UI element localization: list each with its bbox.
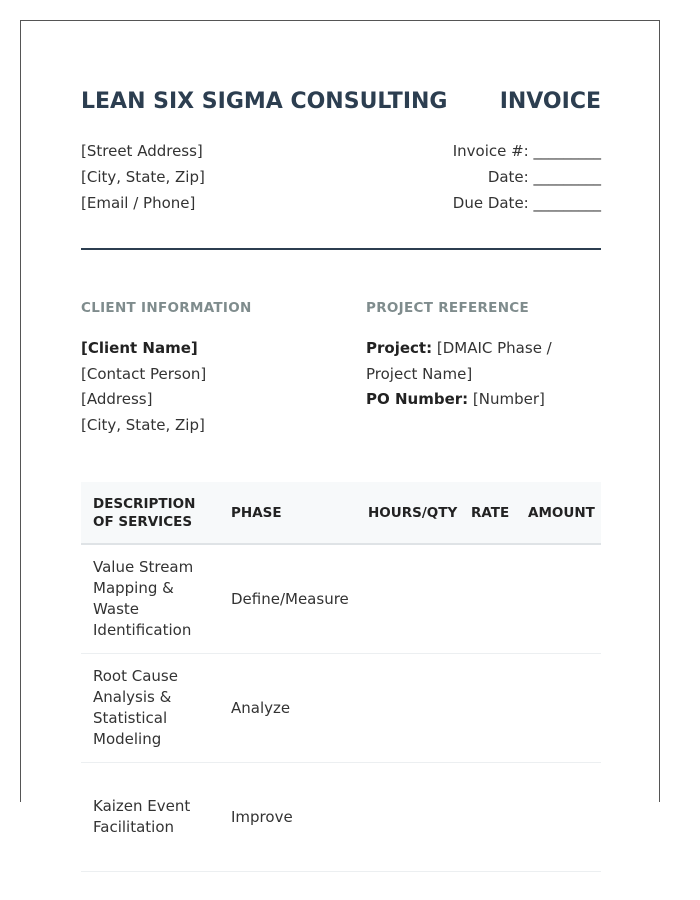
- invoice-number-field: Invoice #: _________: [452, 142, 601, 160]
- row-amount: [516, 763, 601, 872]
- table-header-row: [81, 482, 601, 544]
- table-row: [81, 654, 601, 763]
- header-amount: AMOUNT: [516, 482, 601, 544]
- row-phase: Define/Measure: [219, 544, 356, 654]
- invoice-date-field: Date: _________: [487, 168, 601, 186]
- project-line: [366, 336, 606, 387]
- client-section-label: CLIENT INFORMATION: [81, 300, 252, 316]
- sender-contact: [Email / Phone]: [81, 194, 196, 212]
- header-phase: PHASE: [219, 482, 356, 544]
- row-hours: [356, 763, 459, 872]
- header-description: DESCRIPTION OF SERVICES: [81, 482, 219, 544]
- project-reference-block: [366, 336, 606, 413]
- invoice-due-date-field: Due Date: _________: [452, 194, 601, 212]
- invoice-page: [20, 20, 660, 836]
- header-divider: [81, 248, 601, 250]
- company-name: LEAN SIX SIGMA CONSULTING: [81, 89, 448, 114]
- po-number-key: PO Number:: [366, 390, 469, 408]
- table-row: [81, 544, 601, 654]
- invoice-meta-block: [453, 138, 601, 216]
- client-city: [City, State, Zip]: [81, 415, 205, 434]
- document-title: INVOICE: [499, 89, 601, 114]
- client-info-block: [81, 336, 206, 438]
- project-section-label: PROJECT REFERENCE: [366, 300, 530, 316]
- header-rate: RATE: [459, 482, 516, 544]
- row-amount: [516, 654, 601, 763]
- project-value: [DMAIC Phase / Project Name]: [366, 339, 552, 383]
- sender-street: [Street Address]: [81, 142, 203, 160]
- row-description: Kaizen Event Facilitation: [81, 763, 219, 872]
- po-number-value: [Number]: [472, 390, 545, 408]
- services-table: [81, 482, 601, 872]
- invoice-header: [81, 89, 601, 119]
- sender-address-block: [81, 138, 205, 216]
- client-contact-person: [Contact Person]: [81, 364, 207, 383]
- project-key: Project:: [366, 339, 433, 357]
- row-description: Root Cause Analysis & Statistical Modeling: [81, 654, 219, 763]
- row-phase: Improve: [219, 763, 356, 872]
- client-name: [Client Name]: [81, 339, 198, 357]
- row-amount: [516, 544, 601, 654]
- client-address: [Address]: [81, 390, 153, 408]
- row-rate: [459, 654, 516, 763]
- row-description: Value Stream Mapping & Waste Identification: [81, 544, 219, 654]
- po-number-line: [366, 387, 606, 413]
- row-hours: [356, 544, 459, 654]
- header-hours-qty: HOURS/QTY: [356, 482, 459, 544]
- row-phase: Analyze: [219, 654, 356, 763]
- row-hours: [356, 654, 459, 763]
- sender-city: [City, State, Zip]: [81, 168, 205, 186]
- row-rate: [459, 763, 516, 872]
- row-rate: [459, 544, 516, 654]
- table-row: [81, 763, 601, 872]
